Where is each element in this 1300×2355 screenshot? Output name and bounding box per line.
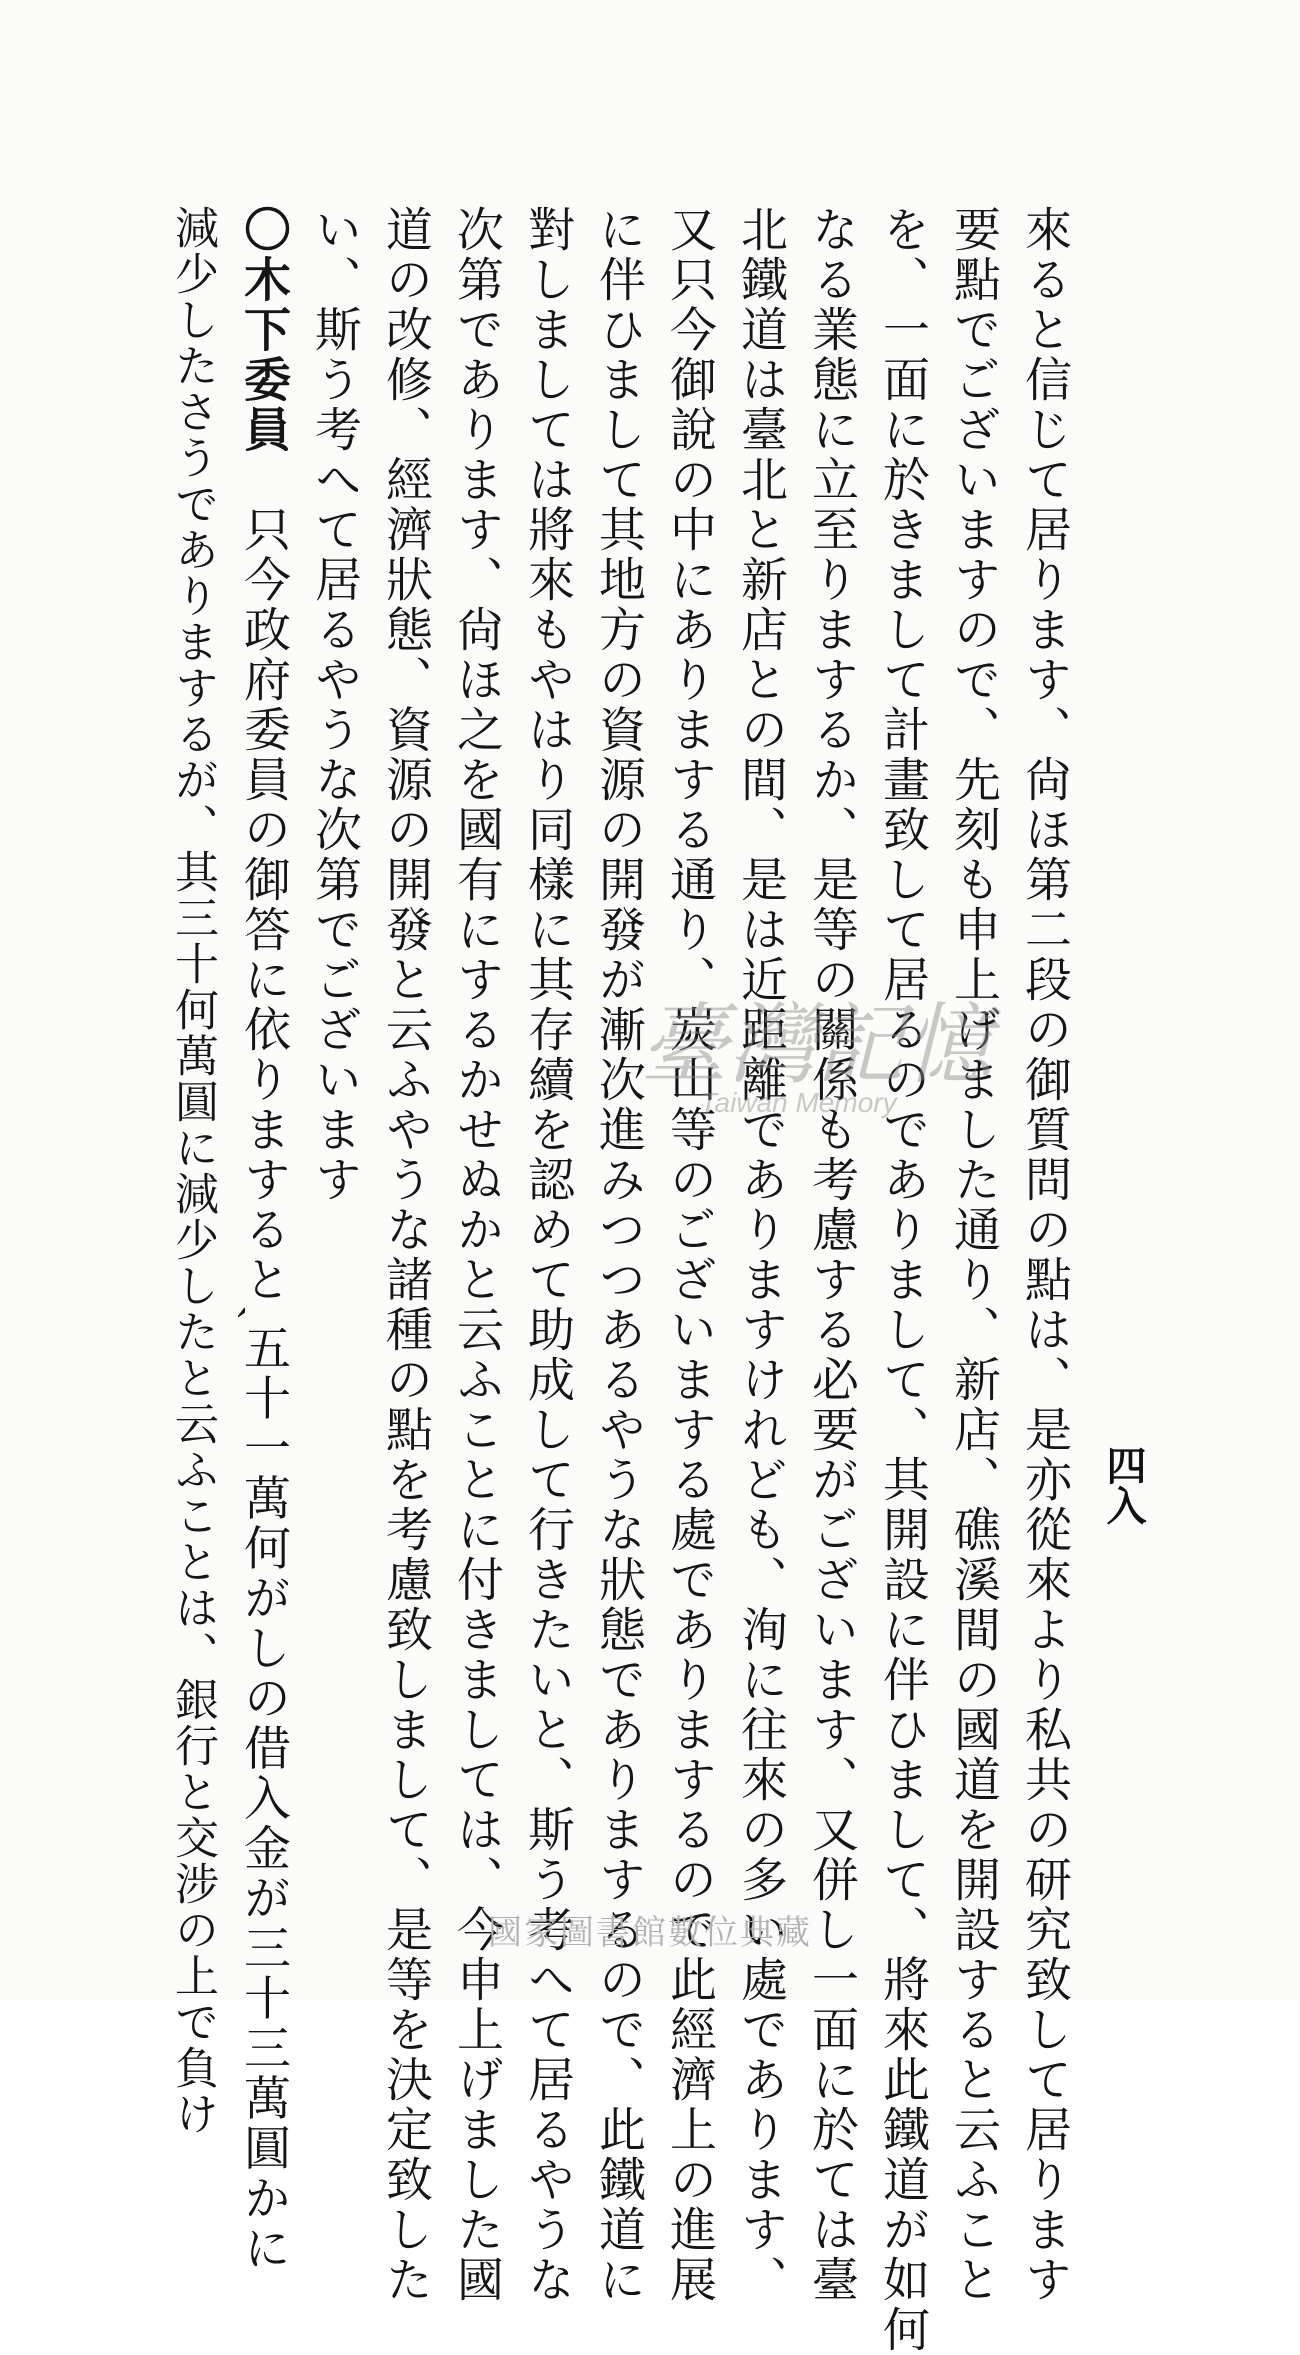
text-column: 減少したさうでありまするが、其三十何萬圓に減少したと云ふことは、銀行と交涉の上で負け [167,205,218,2137]
text-column: 又只今御說の中にありまする通り、炭山等のございまする處でありまするので此經濟上の進展 [662,205,717,2305]
footer-credit: 國家圖書館數位典藏 [488,1913,812,1953]
text-column: い、斯う考へて居るやうな次第でございます [307,205,362,1205]
text-column: 次第であります、尙ほ之を國有にするかせぬかと云ふことに付きましては、今申上げました國 [449,205,504,2305]
watermark-logo-subtext: Taiwan Memory [700,1087,897,1118]
watermark-logo-text: 臺灣記憶 [640,993,993,1096]
text-column: 北鐵道は臺北と新店との間、是は近距離でありますけれども、洵に往來の多い處であります、 [733,205,788,2305]
speaker-label: 〇木下委員 [236,205,291,455]
text-column: 道の改修、經濟狀態、資源の開發と云ふやうな諸種の點を考慮致しまして、是等を決定致した [378,205,433,2305]
text-column: なる業態に立至りまするか、是等の關係も考慮する必要がございます、又併し一面に於ては臺 [804,205,859,2305]
speaker-column [228,205,299,2274]
page-number: 四入 [1100,1445,1147,1525]
text-column: 要點でございますので、先刻も申上げました通り、新店、礁溪間の國道を開設すると云ふこと [946,205,1001,2305]
text-column: 來ると信じて居ります、尙ほ第二段の御質問の點は、是亦從來より私共の研究致して居ります [1017,205,1072,2305]
text-column: 對しましては將來もやはり同樣に其存續を認めて助成して行きたいと、斯う考へて居るやうな [520,205,575,2305]
text-column: に伴ひまして其地方の資源の開發が漸次進みつつあるやうな狀態でありまするので、此鐵道に [591,205,646,2305]
text-column: を、一面に於きまして計畫致して居るのでありまして、其開設に伴ひまして、將來此鐵道が如何 [875,205,930,2355]
speaker-text: 只今政府委員の御答に依りまするとˏ五十一萬何がしの借入金が三十三萬圓かに [236,455,291,2274]
